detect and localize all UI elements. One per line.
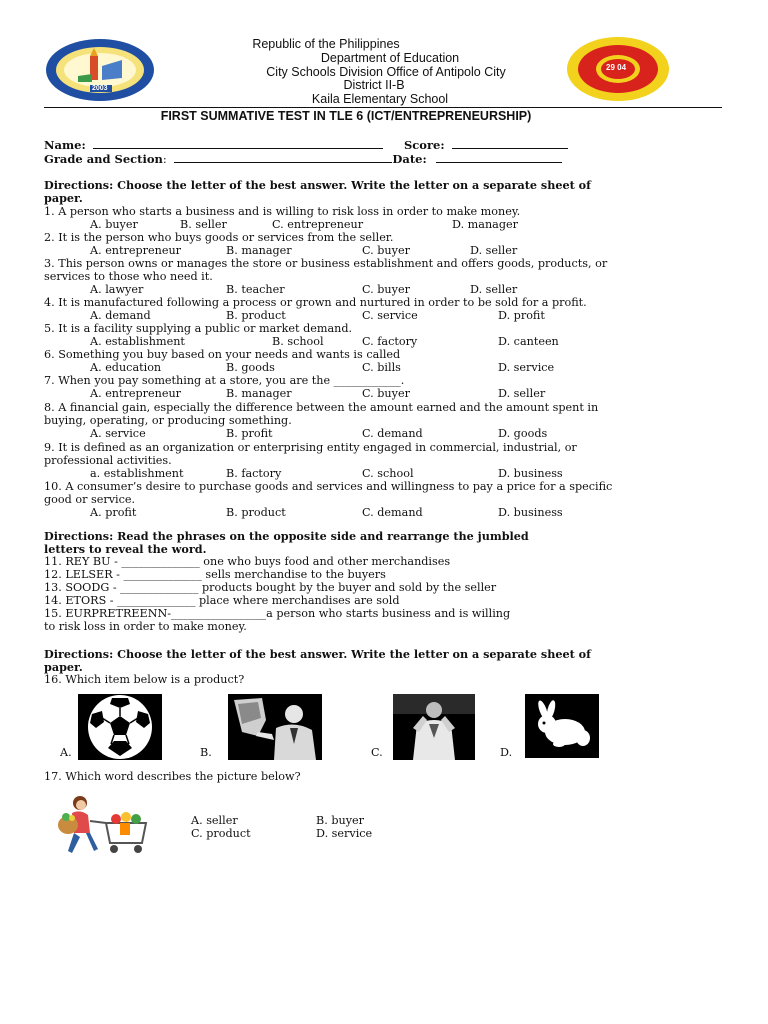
q10-option-a: A. profit (90, 506, 137, 519)
q3-option-d: D. seller (470, 283, 518, 296)
deped-seal-logo (44, 38, 156, 102)
part1-directions-cont: paper. (44, 191, 83, 205)
q17-option-b: B. buyer (316, 814, 364, 827)
q6-option-c: C. bills (362, 361, 401, 374)
q5-option-d: D. canteen (498, 335, 559, 348)
q17-option-d: D. service (316, 827, 373, 840)
q4-option-b: B. product (226, 309, 286, 322)
school-seal-logo (566, 36, 670, 102)
q7-option-d: D. seller (498, 387, 546, 400)
part1-directions: Directions: Choose the letter of the best answer. Write the letter on a separate sheet of (44, 178, 591, 192)
left-logo-year: 2003 (92, 85, 108, 92)
q1-option-a: A. buyer (90, 218, 138, 231)
q9-option-b: B. factory (226, 467, 282, 480)
question-10-cont: good or service. (44, 493, 136, 506)
doctor-image (393, 694, 475, 760)
question-7: 7. When you pay something at a store, you are the ____________. (44, 374, 405, 387)
question-14: 14. ETORS - ______________ place where merchandises are sold (44, 594, 400, 607)
score-label: Score: (404, 138, 445, 152)
shopper-cart-image (46, 793, 156, 859)
header-divider (44, 107, 722, 108)
score-field (404, 138, 568, 152)
q4-option-d: D. profit (498, 309, 545, 322)
q16-option-c: C. (371, 746, 383, 759)
header-republic: Republic of the Philippines (252, 37, 400, 51)
date-label: Date: (392, 152, 427, 166)
q6-option-a: A. education (90, 361, 162, 374)
q7-option-b: B. manager (226, 387, 292, 400)
q10-option-c: C. demand (362, 506, 423, 519)
question-3: 3. This person owns or manages the store or business establishment and offers goods, products, or (44, 257, 608, 270)
rabbit-image (525, 694, 599, 758)
q1-option-d: D. manager (452, 218, 518, 231)
q6-option-b: B. goods (226, 361, 275, 374)
part3-directions-cont: paper. (44, 660, 83, 674)
question-16: 16. Which item below is a product? (44, 673, 245, 686)
q8-option-c: C. demand (362, 427, 423, 440)
q5-option-b: B. school (272, 335, 324, 348)
q17-option-a: A. seller (191, 814, 238, 827)
q10-option-b: B. product (226, 506, 286, 519)
grade-colon: : (162, 152, 167, 166)
q16-option-b: B. (200, 746, 212, 759)
part2-directions: Directions: Read the phrases on the opposite side and rearrange the jumbled (44, 529, 529, 543)
q1-option-b: B. seller (180, 218, 227, 231)
q16-option-d: D. (500, 746, 513, 759)
grade-label: Grade and Section (44, 152, 163, 166)
score-line (452, 138, 568, 149)
question-15-cont: to risk loss in order to make money. (44, 620, 247, 633)
soccer-ball-image (78, 694, 162, 760)
q8-option-a: A. service (90, 427, 146, 440)
q7-option-c: C. buyer (362, 387, 410, 400)
question-1: 1. A person who starts a business and is willing to risk loss in order to make money. (44, 205, 521, 218)
header-department: Department of Education (320, 51, 460, 65)
header-school: Kaila Elementary School (311, 92, 449, 106)
question-11: 11. REY BU - ______________ one who buys food and other merchandises (44, 555, 451, 568)
part2-directions-cont: letters to reveal the word. (44, 542, 207, 556)
header-district: District II-B (343, 78, 405, 92)
q4-option-c: C. service (362, 309, 418, 322)
question-17: 17. Which word describes the picture below? (44, 770, 301, 783)
question-9: 9. It is defined as an organization or enterprising entity engaged in commercial, industrial, or (44, 441, 577, 454)
q3-option-c: C. buyer (362, 283, 410, 296)
q17-option-c: C. product (191, 827, 251, 840)
question-8-cont: buying, operating, or producing something. (44, 414, 292, 427)
name-field (44, 138, 383, 152)
q2-option-c: C. buyer (362, 244, 410, 257)
test-title: FIRST SUMMATIVE TEST IN TLE 6 (ICT/ENTREPRENEURSHIP) (160, 109, 532, 123)
question-8: 8. A financial gain, especially the difference between the amount earned and the amount spent in (44, 401, 599, 414)
date-line (436, 152, 562, 163)
q7-option-a: A. entrepreneur (90, 387, 181, 400)
q8-option-d: D. goods (498, 427, 548, 440)
grade-line (174, 152, 392, 163)
grade-section-field (44, 152, 562, 166)
right-logo-year: 29 04 (606, 63, 627, 72)
q2-option-b: B. manager (226, 244, 292, 257)
q3-option-a: A. lawyer (90, 283, 144, 296)
question-15: 15. EURPRETREENN-_________________a person who starts business and is willing (44, 607, 511, 620)
question-9-cont: professional activities. (44, 454, 172, 467)
q1-option-c: C. entrepreneur (272, 218, 364, 231)
q2-option-d: D. seller (470, 244, 518, 257)
question-2: 2. It is the person who buys goods or services from the seller. (44, 231, 394, 244)
question-6: 6. Something you buy based on your needs and wants is called (44, 348, 401, 361)
question-5: 5. It is a facility supplying a public or market demand. (44, 322, 353, 335)
name-line (93, 138, 383, 149)
presenter-image (228, 694, 322, 760)
q5-option-a: A. establishment (90, 335, 185, 348)
q9-option-a: a. establishment (90, 467, 184, 480)
question-13: 13. SOODG - ______________ products bought by the buyer and sold by the seller (44, 581, 497, 594)
q10-option-d: D. business (498, 506, 563, 519)
q9-option-c: C. school (362, 467, 414, 480)
q9-option-d: D. business (498, 467, 563, 480)
q5-option-c: C. factory (362, 335, 418, 348)
q3-option-b: B. teacher (226, 283, 285, 296)
question-10: 10. A consumer’s desire to purchase goods and services and willingness to pay a price for a specific (44, 480, 613, 493)
q6-option-d: D. service (498, 361, 555, 374)
question-4: 4. It is manufactured following a process or grown and nurtured in order to be sold for a profit. (44, 296, 587, 309)
q16-option-a: A. (60, 746, 72, 759)
q2-option-a: A. entrepreneur (90, 244, 181, 257)
header-division: City Schools Division Office of Antipolo City (266, 65, 506, 79)
name-label: Name: (44, 138, 86, 152)
q8-option-b: B. profit (226, 427, 273, 440)
part3-directions: Directions: Choose the letter of the best answer. Write the letter on a separate sheet of (44, 647, 591, 661)
question-3-cont: services to those who need it. (44, 270, 213, 283)
question-12: 12. LELSER - ______________ sells merchandise to the buyers (44, 568, 386, 581)
q4-option-a: A. demand (90, 309, 151, 322)
